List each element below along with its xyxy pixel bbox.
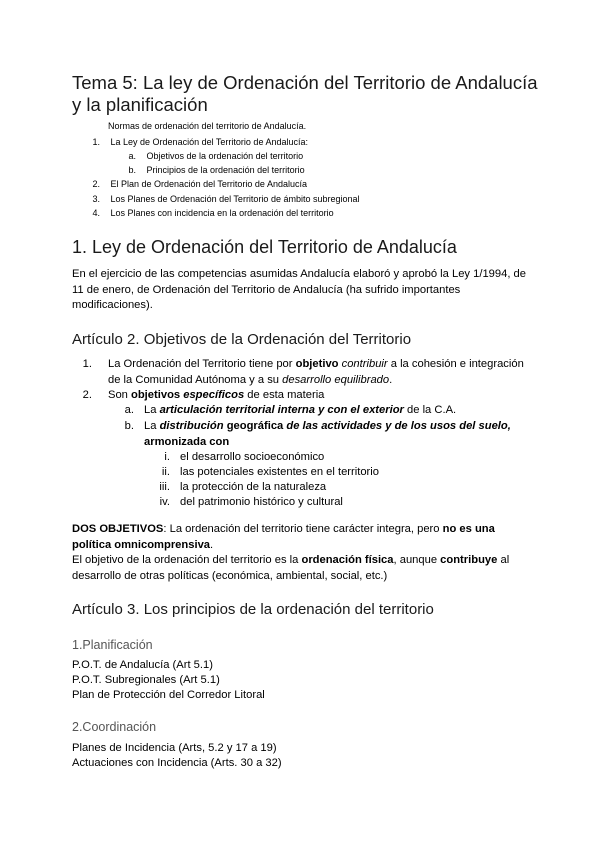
text-run: : La ordenación del territorio tiene carácter integra, pero [163,523,443,535]
bold-text: geográfica [223,420,287,432]
article-heading: Artículo 3. Los principios de la ordenación del territorio [72,601,434,618]
list-roman-number: iii. [159,481,170,493]
toc-item-text: El Plan de Ordenación del Territorio de Andalucía [110,179,307,189]
text-run: de la C.A. [403,404,457,416]
text-run: La [144,420,160,432]
bold-text: contribuye [440,554,498,566]
toc-item-number: 3. [92,194,100,204]
bold-italic-text: específicos [183,389,245,401]
list-roman-number: i. [164,451,170,463]
list-roman-item [164,450,325,466]
list-item [82,357,528,388]
dos-objetivos-paragraph [72,522,532,553]
bold-italic-text: de las actividades y de los usos del suelo, [286,420,511,432]
toc-item [124,163,305,177]
text-run: . [389,373,393,386]
toc-item [124,149,303,163]
bold-text: objetivos [131,389,181,401]
toc-item-text: Los Planes de Ordenación del Territorio de ámbito subregional [110,194,360,204]
toc-intro: Normas de ordenación del territorio de Andalucía. [108,121,307,131]
text-run: El objetivo de la ordenación del territorio es la [72,554,302,566]
subsection-heading: 2.Coordinación [72,720,157,734]
document-title: Tema 5: La ley de Ordenación del Territorio de Andalucía y la planificación [72,72,538,115]
list-roman-item [161,465,379,481]
text-run: a la cohesión e integración de la Comunidad Autónoma y a su [108,358,524,386]
toc-item-number: 1. [92,137,100,147]
text-run: Son [108,389,132,401]
bold-italic-text: articulación territorial interna y con el exterior [159,404,404,416]
ordenacion-fisica-paragraph [72,553,532,584]
list-subitem [124,419,524,450]
toc-item-number: 2. [92,179,100,189]
bold-text: no es una política omnicomprensiva [72,523,495,551]
text-run: de esta materia [244,389,325,401]
bold-italic-text: distribución [159,420,224,432]
toc-item-number: 4. [92,208,100,218]
text-run: La [144,404,160,416]
text-run: , aunque [393,554,441,566]
list-roman-number: iv. [159,496,170,508]
toc-item-text: La Ley de Ordenación del Territorio de Andalucía: [110,137,308,147]
bold-text: objetivo [295,358,339,370]
section-paragraph: En el ejercicio de las competencias asumidas Andalucía elaboró y aprobó la Ley 1/1994, de 11 de enero, de Ordenación del Territorio de Andalucía (ha sufrido importantes modificaciones). [72,268,526,311]
list-roman-number: ii. [161,466,170,478]
toc-item-number: b. [128,165,136,175]
toc-item [88,177,307,191]
list-roman-text: la protección de la naturaleza [180,481,327,493]
bold-text: ordenación física [301,554,394,566]
list-roman-text: del patrimonio histórico y cultural [180,496,343,508]
text-line: Planes de Incidencia (Arts, 5.2 y 17 a 19) [72,742,277,754]
toc-item [88,206,334,220]
text-run: La Ordenación del Territorio tiene por [108,358,296,370]
text-run: . [210,538,214,551]
text-line: P.O.T. de Andalucía (Art 5.1) [72,659,213,671]
toc-item-text: Principios de la ordenación del territorio [146,165,305,175]
list-letter: a. [124,404,134,416]
toc-item-text: Los Planes con incidencia en la ordenación del territorio [110,208,334,218]
toc-item-text: Objetivos de la ordenación del territorio [146,151,304,161]
list-item [82,388,325,404]
list-number: 1. [82,358,92,370]
article-heading: Artículo 2. Objetivos de la Ordenación del Territorio [72,331,412,348]
section-heading: 1. Ley de Ordenación del Territorio de Andalucía [72,237,457,257]
subsection-heading: 1.Planificación [72,638,153,652]
list-number: 2. [82,389,92,401]
toc-item [88,135,308,149]
toc-item [88,192,360,206]
italic-text: contribuir [341,358,388,370]
toc-item-number: a. [128,151,136,161]
list-subitem [124,403,457,419]
list-roman-text: las potenciales existentes en el territorio [180,466,379,478]
list-roman-text: el desarrollo socioeconómico [180,451,325,463]
text-line: P.O.T. Subregionales (Art 5.1) [72,674,220,686]
text-run: al desarrollo de otras políticas (económica, ambiental, social, etc.) [72,554,510,582]
text-line: Plan de Protección del Corredor Litoral [72,689,265,701]
bold-text: armonizada con [144,435,230,448]
italic-text: desarrollo equilibrado [282,373,390,386]
text-line: Actuaciones con Incidencia (Arts. 30 a 32) [72,757,282,769]
list-letter: b. [124,420,134,432]
list-roman-item [159,495,343,511]
list-roman-item [159,480,327,496]
bold-text: DOS OBJETIVOS [72,523,164,535]
